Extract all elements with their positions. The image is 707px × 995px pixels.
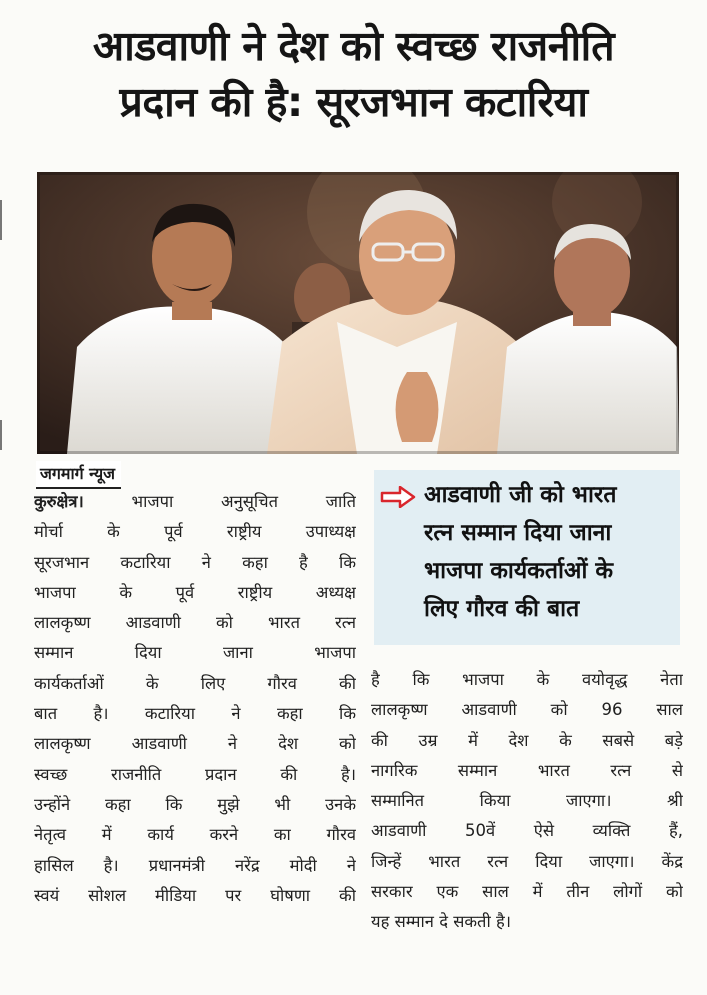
article-line: लालकृष्ण आडवाणी ने देश को xyxy=(34,734,356,754)
article-line: आडवाणी 50वें ऐसे व्यक्ति हैं, xyxy=(371,821,683,841)
article-line: बात है। कटारिया ने कहा कि xyxy=(34,704,356,724)
article-line: हासिल है। प्रधानमंत्री नरेंद्र मोदी ने xyxy=(34,855,356,875)
headline-line-1: आडवाणी ने देश को स्वच्छ राजनीति xyxy=(92,22,615,70)
article-line: सम्मानित किया जाएगा। श्री xyxy=(371,791,683,811)
callout-line: लिए गौरव की बात xyxy=(424,596,580,622)
news-photo xyxy=(37,172,679,454)
article-line: यह सम्मान दे सकती है। xyxy=(371,912,511,932)
byline: जगमार्ग न्यूज xyxy=(36,461,121,489)
article-line: सम्मान दिया जाना भाजपा xyxy=(34,643,356,663)
article-line: है कि भाजपा के वयोवृद्ध नेता xyxy=(371,670,683,689)
article-line: की उम्र में देश के सबसे बड़े xyxy=(371,730,683,750)
article-line: लालकृष्ण आडवाणी को भारत रत्न xyxy=(34,613,356,633)
article-line: उन्होंने कहा कि मुझे भी उनके xyxy=(34,794,356,814)
article-line: नागरिक सम्मान भारत रत्न से xyxy=(371,760,683,780)
article-line: कुरुक्षेत्र। भाजपा अनुसूचित जाति xyxy=(34,492,356,511)
article-line: नेतृत्व में कार्य करने का गौरव xyxy=(34,825,356,845)
photo-illustration xyxy=(37,172,679,454)
callout-line: आडवाणी जी को भारत xyxy=(424,482,617,508)
article-line: लालकृष्ण आडवाणी को 96 साल xyxy=(371,700,683,720)
article-line: स्वयं सोशल मीडिया पर घोषणा की xyxy=(34,885,356,905)
article-line: कार्यकर्ताओं के लिए गौरव की xyxy=(34,673,356,693)
article-line: जिन्हें भारत रत्न दिया जाएगा। केंद्र xyxy=(371,851,683,871)
article-column-right xyxy=(371,665,683,938)
article-line: भाजपा के पूर्व राष्ट्रीय अध्यक्ष xyxy=(34,582,356,602)
article-column-left xyxy=(34,487,356,911)
arrow-right-icon xyxy=(380,486,416,508)
callout-text xyxy=(424,476,674,628)
dateline: कुरुक्षेत्र। xyxy=(34,492,84,511)
callout-line: रत्न सम्मान दिया जाना xyxy=(424,520,612,546)
headline xyxy=(20,18,687,130)
article-line: सरकार एक साल में तीन लोगों को xyxy=(371,882,683,902)
callout-line: भाजपा कार्यकर्ताओं के xyxy=(424,558,614,584)
callout-box xyxy=(374,470,680,645)
scan-edge-mark xyxy=(0,420,2,450)
article-line: सूरजभान कटारिया ने कहा है कि xyxy=(34,552,356,572)
scan-edge-mark xyxy=(0,200,2,240)
headline-line-2: प्रदान की है: सूरजभान कटारिया xyxy=(119,78,588,126)
article-line: मोर्चा के पूर्व राष्ट्रीय उपाध्यक्ष xyxy=(34,522,356,542)
article-line: स्वच्छ राजनीति प्रदान की है। xyxy=(34,764,356,784)
